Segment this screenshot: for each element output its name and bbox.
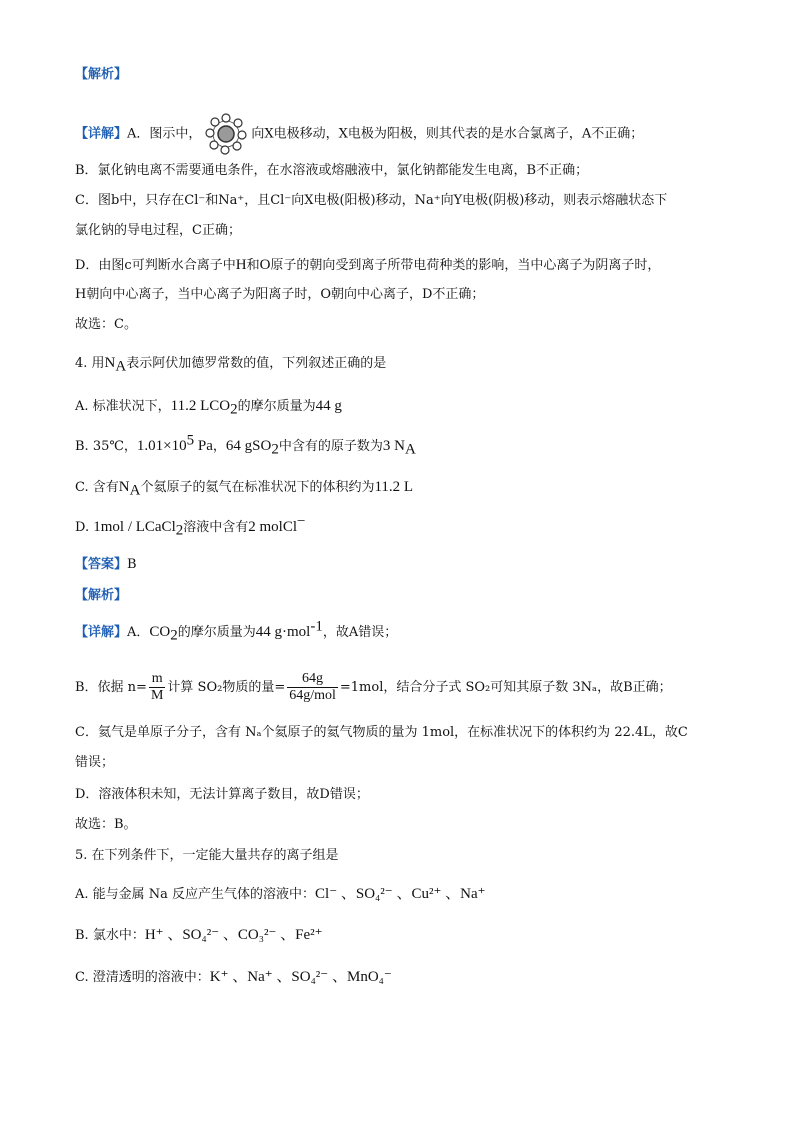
detail-d-line1: D．由图c可判断水合离子中H和O原子的朝向受到离子所带电荷种类的影响，当中心离子为阴离子时， (75, 257, 661, 273)
q4-detail-c-line1: C．氦气是单原子分子，含有 Nₐ个氦原子的氦气物质的量为 1mol，在标准状况下的体积约为 22.4L，故C (75, 725, 688, 740)
q4-option-d: D. 1mol / LCaCl$_2$溶液中含有2 molCl− (75, 513, 306, 539)
q4-detail-b: B．依据 n= $\frac{m}{M}$ 计算 SO₂物质的量= $\frac{64g}{\text{64g/mol}}$ =1mol，结合分子式 SO₂可知其原子数 3Nₐ，故B正确； (75, 671, 672, 703)
q5-option-b: B. 氯水中：H⁺ 、SO₄²⁻ 、CO₃²⁻ 、Fe²⁺ (75, 927, 323, 943)
detail-b: B．氯化钠电离不需要通电条件，在水溶液或熔融液中，氯化钠都能发生电离，B不正确； (75, 163, 589, 178)
fraction-m-over-M: $\frac{m}{M}$ (150, 671, 164, 703)
detail-c-line2: 氯化钠的导电过程，C正确； (75, 223, 241, 238)
q4-answer: 【答案】B (75, 557, 137, 572)
q4-option-a: A. 标准状况下，11.2 $LCO_2$的摩尔质量为44 g (75, 398, 342, 418)
q4-final-answer: 故选：B。 (75, 817, 137, 832)
detail-a: 【详解】A．图示中， 向X电极移动，X电极为阳极，则其代表的是水合氯离子，A不正确； (75, 112, 643, 156)
q4-detail-c-line2: 错误； (75, 755, 115, 770)
hydrated-ion-icon (203, 112, 249, 156)
q4-option-b: B. 35℃，$1.01\times 10^5$ Pa，64 gSO$_2$中含有的原子数为3 $N_A$ (75, 432, 416, 458)
q4-jiexi-heading: 【解析】 (75, 588, 128, 603)
q5-stem: 5. 在下列条件下，一定能大量共存的离子组是 (75, 848, 339, 863)
jiexi-heading: 【解析】 (75, 67, 128, 82)
q4-detail-a: 【详解】A．$CO_2$的摩尔质量为44 g·mol$^{-1}$，故A错误； (75, 618, 398, 644)
detail-d-line2: H朝向中心离子，当中心离子为阳离子时，O朝向中心离子，D不正确； (75, 287, 485, 302)
detail-c-line1: C．图b中，只存在Cl⁻和Na⁺，且Cl⁻向X电极(阳极)移动，Na⁺向Y电极(阴极)移动，则表示熔融状态下 (75, 193, 668, 208)
q5-option-c: C. 澄清透明的溶液中：K⁺ 、Na⁺ 、SO₄²⁻ 、MnO₄⁻ (75, 969, 392, 985)
fraction-64g-over-64gmol: $\frac{64g}{\text{64g/mol}}$ (289, 671, 336, 703)
q4-stem: 4. 用$N_A$表示阿伏加德罗常数的值，下列叙述正确的是 (75, 355, 387, 375)
q5-option-a: A. 能与金属 Na 反应产生气体的溶液中：Cl⁻ 、SO₄²⁻ 、Cu²⁺ 、Na⁺ (75, 886, 486, 902)
q4-option-c: C. 含有$N_A$个氦原子的氦气在标准状况下的体积约为11.2 L (75, 479, 414, 499)
answer-prev: 故选：C。 (75, 317, 137, 332)
q4-detail-d: D．溶液体积未知，无法计算离子数目，故D错误； (75, 787, 369, 802)
